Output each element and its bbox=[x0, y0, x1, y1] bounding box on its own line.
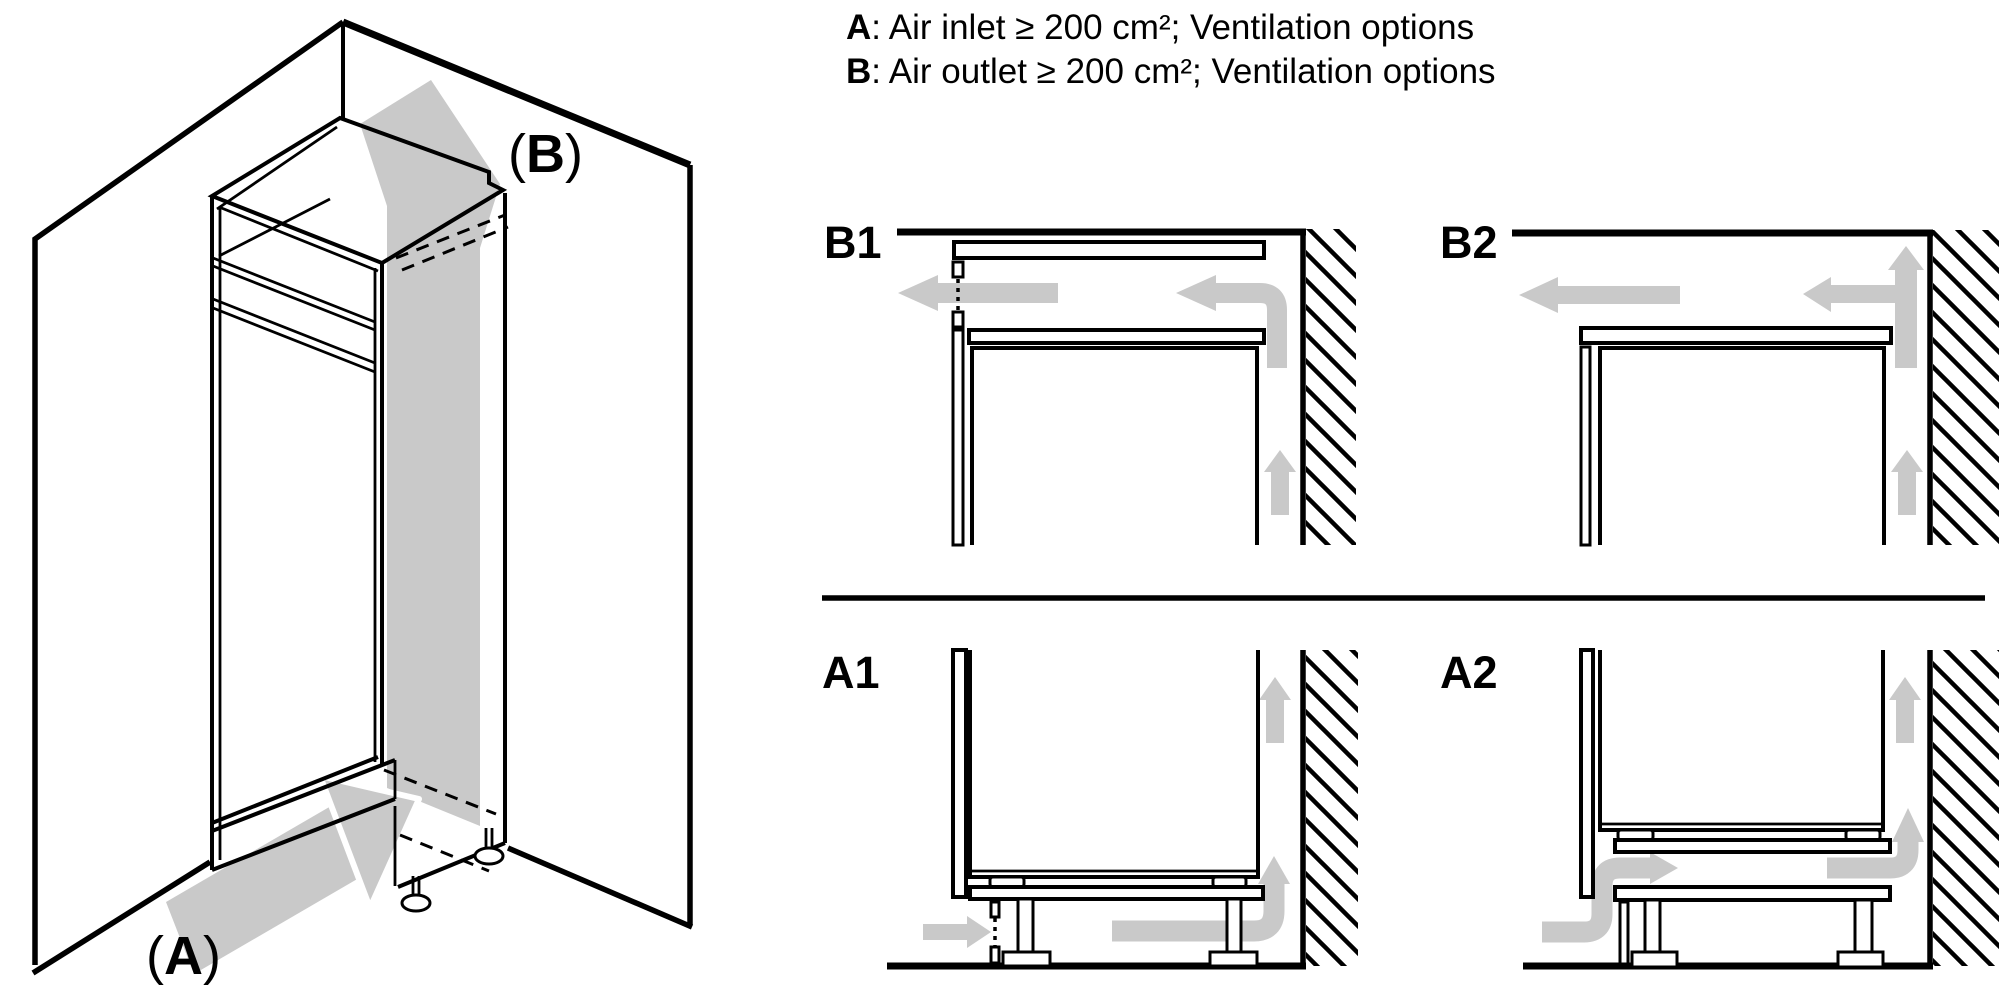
panel-a1 bbox=[822, 647, 1358, 966]
leg-foot-left bbox=[1632, 952, 1677, 967]
appliance-top-cover bbox=[969, 330, 1264, 343]
airflow-arrow-up bbox=[1264, 450, 1296, 515]
label-inlet-a: (A) bbox=[146, 926, 221, 986]
plinth-leg-right bbox=[1227, 899, 1241, 952]
installation-isometric-diagram bbox=[33, 22, 692, 986]
vent-grille-bottom bbox=[953, 312, 963, 327]
airflow-arrow-up-wall bbox=[1888, 246, 1924, 368]
wall-hatching bbox=[1933, 650, 1999, 966]
airflow-arrow-up bbox=[1259, 677, 1291, 743]
floor-right-edge bbox=[508, 848, 692, 927]
vent-strip bbox=[1620, 902, 1628, 964]
compartment-shelf bbox=[213, 199, 375, 330]
plinth-panel bbox=[1615, 887, 1890, 900]
appliance-outline bbox=[1600, 348, 1884, 545]
airflow-arrow-up bbox=[1891, 450, 1923, 515]
foot-rear bbox=[475, 848, 503, 864]
furniture-door-panel bbox=[953, 330, 963, 545]
legend-key-b: B bbox=[846, 52, 872, 91]
panel-label: A2 bbox=[1440, 647, 1498, 698]
leg-foot-right bbox=[1210, 952, 1257, 966]
leg-foot-left bbox=[1003, 952, 1050, 966]
appliance-outline bbox=[970, 650, 1258, 877]
panel-a2 bbox=[1440, 647, 1999, 967]
vent-grille-bottom bbox=[991, 947, 999, 963]
plinth-panel bbox=[970, 887, 1263, 899]
airflow-arrow-under-head bbox=[1258, 856, 1290, 884]
legend-text-b: : Air outlet ≥ 200 cm²; Ventilation options bbox=[871, 52, 1496, 91]
plinth-leg-left bbox=[1645, 900, 1660, 952]
legend bbox=[846, 6, 1496, 94]
left-wall-edge bbox=[35, 22, 343, 965]
airflow-arrow-inlet-s-head bbox=[1650, 852, 1678, 884]
airflow-arrow-out-left bbox=[898, 275, 1058, 311]
wall-hatching bbox=[1306, 650, 1358, 966]
appliance-outline bbox=[972, 348, 1257, 545]
furniture-door-panel bbox=[1581, 347, 1590, 545]
plinth-leg-right bbox=[1855, 900, 1872, 952]
appliance-outline bbox=[1600, 650, 1883, 830]
vent-grille-top bbox=[991, 902, 999, 917]
cabinet-top-panel bbox=[954, 242, 1264, 258]
outlet-arrow-shaft bbox=[387, 200, 480, 826]
plinth-leg-left bbox=[1018, 899, 1033, 952]
panel-b2 bbox=[1440, 217, 1999, 545]
legend-text-a: : Air inlet ≥ 200 cm²; Ventilation options bbox=[871, 8, 1475, 47]
airflow-arrow-inlet bbox=[923, 916, 991, 948]
panel-label: B2 bbox=[1440, 217, 1498, 268]
panel-label: B1 bbox=[824, 217, 882, 268]
legend-key-a: A bbox=[846, 8, 872, 47]
airflow-arrow-under-head bbox=[1892, 808, 1924, 842]
wall-hatching bbox=[1933, 230, 1999, 545]
compartment-floor bbox=[213, 299, 375, 372]
panel-label: A1 bbox=[822, 647, 880, 698]
wall-hatching bbox=[1306, 229, 1356, 545]
legend-line-b bbox=[846, 50, 1496, 94]
appliance-bottom-panel bbox=[1615, 840, 1890, 852]
cabinet-top-panel bbox=[1581, 328, 1891, 343]
cabinet-top-inner-edge bbox=[217, 127, 337, 209]
legend-line-a bbox=[846, 6, 1496, 50]
furniture-door-panel bbox=[1581, 650, 1593, 897]
airflow-arrow-out-left bbox=[1519, 277, 1680, 313]
leg-foot-right bbox=[1838, 952, 1883, 967]
label-outlet-b: (B) bbox=[508, 124, 583, 184]
furniture-door-panel bbox=[953, 650, 966, 897]
panel-b1 bbox=[824, 217, 1356, 545]
vent-grille-top bbox=[953, 262, 963, 277]
airflow-arrow-corner-head bbox=[1176, 275, 1216, 311]
outlet-arrow-head bbox=[360, 80, 500, 248]
airflow-arrow-up bbox=[1889, 677, 1921, 743]
foot-front bbox=[402, 895, 430, 911]
